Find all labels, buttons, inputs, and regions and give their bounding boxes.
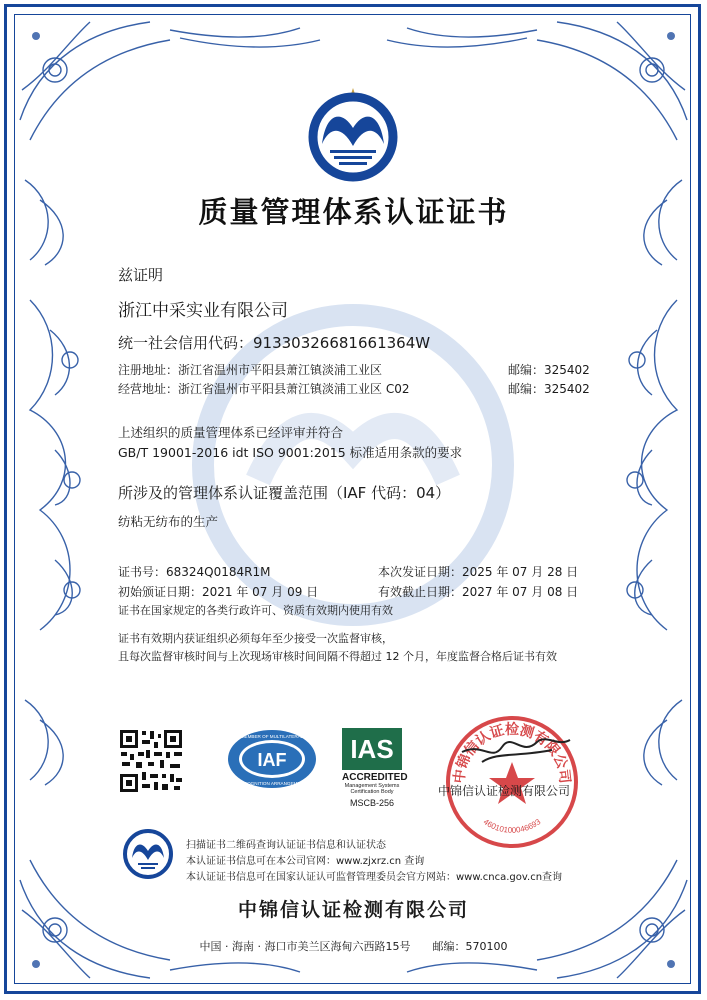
issuing-company-address: 中国 · 海南 · 海口市美兰区海甸六西路15号 邮编：570100 (199, 940, 508, 953)
seal-arc-text: 中锦信认证检测有限公司 (451, 722, 573, 785)
surveillance-note-1: 证书有效期内获证组织必须每年至少接受一次监督审核， (118, 632, 393, 645)
ias-code: MSCB-256 (349, 798, 394, 808)
issuing-company: 中锦信认证检测有限公司 (237, 899, 469, 921)
initial-issue-date: 初始颁证日期：2021 年 07 月 09 日 (118, 585, 319, 599)
company-logo-icon (122, 828, 174, 880)
business-address: 经营地址：浙江省温州市平阳县萧江镇淡浦工业区 C02 (118, 382, 410, 396)
query-line-1: 扫描证书二维码查询认证证书信息和认证状态 (186, 840, 386, 851)
ias-accredited: ACCREDITED (342, 772, 408, 783)
conformity-line-1: 上述组织的质量管理体系已经评审并符合 (118, 425, 344, 440)
qr-code-icon[interactable] (118, 728, 184, 794)
surveillance-note-2: 且每次监督审核时间与上次现场审核时间间隔不得超过 12 个月，年度监督合格后证书有效 (118, 650, 557, 663)
iaf-ring-text-bottom: RECOGNITION ARRANGEMENT (237, 781, 307, 786)
registered-postcode: 邮编：325402 (508, 363, 590, 377)
credit-code: 统一社会信用代码：91330326681661364W (118, 334, 431, 352)
iaf-ring-text-top: MEMBER OF MULTILATERAL (240, 734, 304, 739)
certification-emblem-icon (300, 82, 406, 182)
ias-text: IAS (342, 728, 402, 770)
business-postcode: 邮编：325402 (508, 382, 590, 396)
ias-line-1: Management Systems (344, 783, 400, 789)
scope-text: 纺粘无纺布的生产 (118, 514, 219, 529)
certificate-number: 证书号：68324Q0184R1M (118, 565, 271, 579)
certificate-title: 质量管理体系认证证书 (198, 195, 509, 229)
query-line-3: 本认证证书信息可在国家认证认可监督管理委员会官方网站：www.cnca.gov.cn查询 (186, 872, 563, 883)
ias-line-2: Certification Body (350, 789, 394, 795)
iaf-text: IAF (257, 750, 287, 770)
issue-date: 本次发证日期：2025 年 07 月 28 日 (378, 565, 579, 579)
validity-note: 证书在国家规定的各类行政许可、资质有效期内使用有效 (118, 604, 393, 617)
query-line-2: 本认证证书信息可在本公司官网：www.zjxrz.cn 查询 (186, 856, 425, 867)
iaf-logo-icon (226, 728, 318, 790)
scope-heading: 所涉及的管理体系认证覆盖范围（IAF 代码：04） (118, 484, 451, 502)
svg-text:46010100046693 (482, 817, 543, 835)
ias-logo (342, 728, 408, 818)
seal-number: 46010100046693 (481, 817, 543, 835)
expiry-date: 有效截止日期：2027 年 07 月 08 日 (378, 585, 579, 599)
certify-line: 兹证明 (118, 266, 164, 284)
company-name: 浙江中采实业有限公司 (118, 301, 288, 321)
conformity-line-2: GB/T 19001-2016 idt ISO 9001:2015 标准适用条款的要求 (118, 445, 463, 460)
seal-caption: 中锦信认证检测有限公司 (438, 784, 571, 798)
registered-address: 注册地址：浙江省温州市平阳县萧江镇淡浦工业区 (118, 363, 383, 377)
